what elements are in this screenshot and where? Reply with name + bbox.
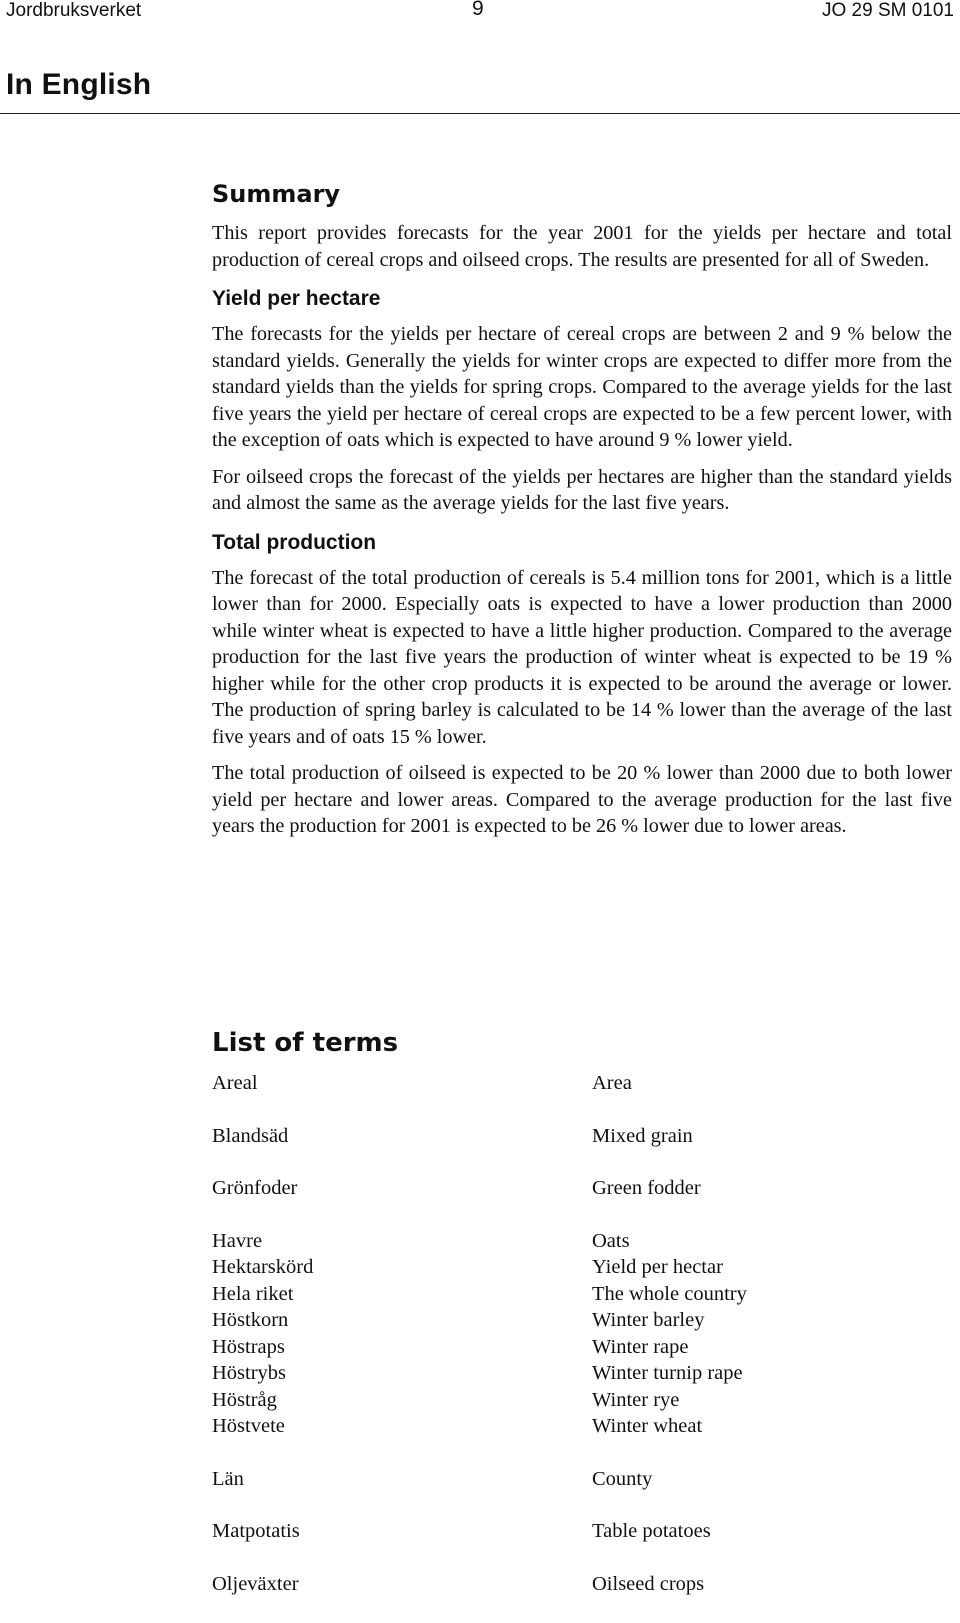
term-group	[212, 1070, 912, 1097]
term-row	[212, 1387, 912, 1414]
term-row	[212, 1360, 912, 1387]
term-row	[212, 1571, 912, 1598]
term-group	[212, 1175, 912, 1202]
term-english: County	[592, 1467, 653, 1490]
term-row	[212, 1334, 912, 1361]
production-paragraph-2: The total production of oilseed is expected to be 20 % lower than 2000 due to both lower yield per hectare and lower areas. Compared to the average production for the last five years the production for 2001 is expected to be 26 % lower due to lower areas.	[212, 762, 952, 837]
term-row	[212, 1254, 912, 1281]
yield-heading: Yield per hectare	[212, 287, 381, 310]
term-row	[212, 1413, 912, 1440]
term-row	[212, 1307, 912, 1334]
term-swedish: Grönfoder	[212, 1177, 298, 1199]
term-group	[212, 1123, 912, 1150]
page-number: 9	[472, 0, 484, 20]
term-swedish: Hektarskörd	[212, 1256, 314, 1278]
terms-heading: List of terms	[212, 1028, 399, 1058]
production-paragraph-1: The forecast of the total production of cereals is 5.4 million tons for 2001, which is a little lower than for 2000. Especially oats is expected to have a lower production than 2000 while winter wheat is expected to have a little higher production. Compared to the average production for the last five years the production of winter wheat is expected to be 19 % higher while for the other crop products it is expected to be around the average or lower. The production of spring barley is calculated to be 14 % lower than the average of the last five years and of oats 15 % lower.	[212, 566, 952, 748]
term-swedish: Höstvete	[212, 1415, 285, 1437]
term-row	[212, 1175, 912, 1202]
yield-paragraph-1: The forecasts for the yields per hectare of cereal crops are between 2 and 9 % below the standard yields. Generally the yields for winter crops are expected to differ more from the standard yields than the yields for spring crops. Compared to the average yields for the last five years the yield per hectare of cereal crops are expected to be a few percent lower, with the exception of oats which is expected to have around 9 % lower yield.	[212, 323, 952, 451]
term-english: Winter rape	[592, 1335, 689, 1358]
term-english: Winter turnip rape	[592, 1362, 743, 1384]
term-english: Winter wheat	[592, 1415, 703, 1437]
term-english: Oilseed crops	[592, 1572, 705, 1595]
term-english: Mixed grain	[592, 1124, 693, 1147]
term-english: Oats	[592, 1229, 630, 1252]
term-row	[212, 1466, 912, 1493]
term-english: Table potatoes	[592, 1520, 711, 1542]
summary-heading: Summary	[212, 180, 341, 208]
term-group	[212, 1571, 912, 1598]
term-swedish: Hela riket	[212, 1282, 294, 1305]
term-swedish: Matpotatis	[212, 1520, 300, 1542]
term-group	[212, 1466, 912, 1493]
term-english: Green fodder	[592, 1177, 701, 1199]
term-swedish: Höstkorn	[212, 1309, 289, 1331]
term-row	[212, 1228, 912, 1255]
term-swedish: Areal	[212, 1072, 258, 1094]
summary-intro: This report provides forecasts for the year 2001 for the yields per hectare and total production of cereal crops and oilseed crops. The results are presented for all of Sweden.	[212, 222, 952, 271]
report-code: JO 29 SM 0101	[821, 0, 954, 21]
term-english: Winter rye	[592, 1388, 680, 1411]
term-english: Winter barley	[592, 1309, 705, 1331]
page-header	[0, 0, 960, 24]
term-row	[212, 1518, 912, 1545]
term-swedish: Havre	[212, 1229, 263, 1252]
term-swedish: Län	[212, 1467, 244, 1490]
term-english: Area	[592, 1072, 632, 1094]
term-swedish: Höstraps	[212, 1335, 285, 1358]
production-heading: Total production	[212, 530, 377, 554]
header-organization: Jordbruksverket	[6, 0, 142, 21]
yield-paragraph-2: For oilseed crops the forecast of the yields per hectares are higher than the standard yields and almost the same as the average yields for the last five years.	[212, 465, 952, 514]
term-row	[212, 1123, 912, 1150]
term-group	[212, 1228, 912, 1440]
term-group	[212, 1518, 912, 1545]
page-title: In English	[6, 68, 152, 101]
summary-section	[212, 180, 952, 850]
term-row	[212, 1281, 912, 1308]
term-english: Yield per hectar	[592, 1256, 723, 1278]
terms-list	[212, 1070, 912, 1623]
title-divider	[0, 113, 960, 114]
term-row	[212, 1070, 912, 1097]
term-swedish: Oljeväxter	[212, 1572, 299, 1595]
term-english: The whole country	[592, 1282, 747, 1305]
term-swedish: Blandsäd	[212, 1124, 289, 1147]
term-swedish: Höstråg	[212, 1388, 277, 1411]
term-swedish: Höstrybs	[212, 1362, 287, 1384]
